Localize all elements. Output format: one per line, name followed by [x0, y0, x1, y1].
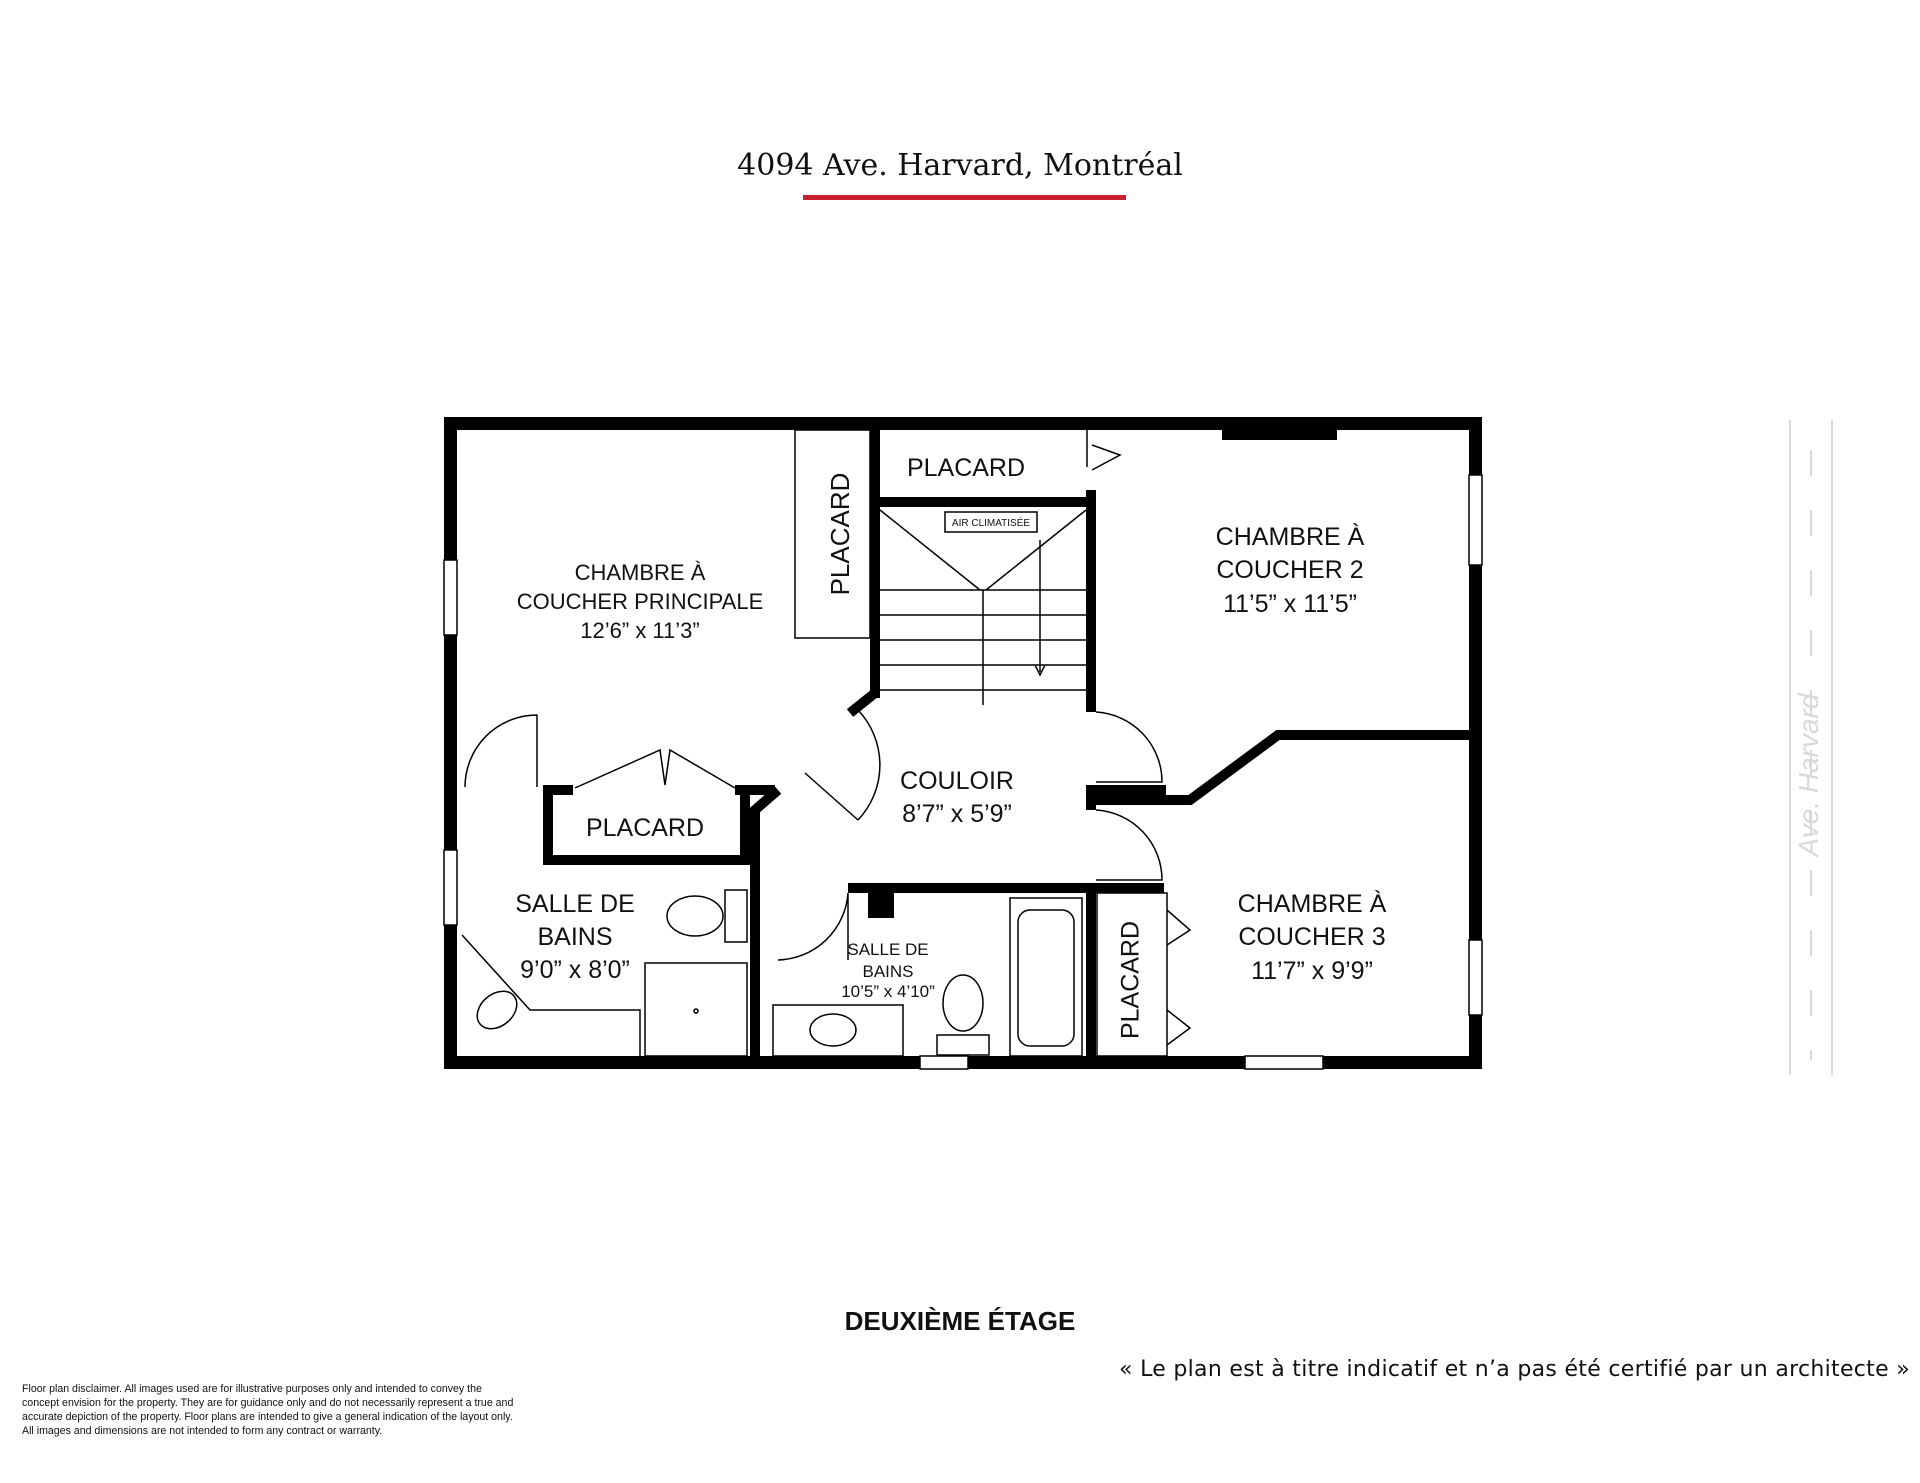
master-name-1: CHAMBRE À	[574, 560, 706, 585]
disclaimer-line: accurate depiction of the property. Floor plans are intended to give a general indication of the layout only.	[22, 1411, 513, 1423]
toilet-bath2	[943, 975, 983, 1031]
wall-divider-tip	[1086, 785, 1166, 795]
door-hall	[805, 710, 880, 820]
bath2-name-2: BAINS	[862, 962, 914, 981]
door-bedroom2	[1096, 712, 1162, 782]
window-bath2	[920, 1056, 968, 1069]
wall-bed3-top	[1092, 883, 1164, 893]
door-bath2	[778, 893, 848, 960]
floor-name: DEUXIÈME ÉTAGE	[844, 1306, 1076, 1336]
bathtub-inner	[1018, 910, 1074, 1046]
hallway-name: COULOIR	[900, 767, 1014, 795]
disclaimer-line: All images and dimensions are not intended to form any contract or warranty.	[22, 1425, 383, 1437]
sink-bath2	[810, 1014, 856, 1046]
wall-stair-right	[1086, 490, 1096, 712]
toilet-bath1-tank	[725, 890, 747, 942]
vent-block	[868, 893, 894, 918]
window-bath1	[444, 850, 457, 925]
wall-top	[444, 417, 1482, 430]
window-bedroom3	[1469, 940, 1482, 1015]
bath2-name-1: SALLE DE	[847, 940, 929, 959]
bedroom2-name-2: COUCHER 2	[1216, 556, 1364, 584]
wall-left	[444, 417, 457, 1069]
sink-bath1	[470, 984, 524, 1037]
wall-bath2-left	[750, 883, 760, 1069]
stairs-note: AIR CLIMATISÉE	[951, 518, 1031, 529]
wall-stair-diagonal	[850, 693, 875, 713]
door-bifold-placard	[575, 750, 735, 788]
closet-top-label: PLACARD	[906, 454, 1026, 482]
vanity	[773, 1005, 903, 1056]
closet-right-label: PLACARD	[1116, 920, 1145, 1040]
door-bedroom3	[1096, 810, 1162, 880]
door-closet-top	[1092, 445, 1120, 470]
bath1-name-1: SALLE DE	[515, 890, 635, 918]
bedroom3-name-2: COUCHER 3	[1238, 923, 1386, 951]
toilet-bath2-tank	[937, 1035, 989, 1055]
bedroom3-name-1: CHAMBRE À	[1237, 890, 1387, 918]
shower-drain	[694, 1009, 698, 1013]
wall-bath2-top	[848, 883, 1088, 893]
window-bedroom2	[1469, 475, 1482, 565]
stairs	[880, 510, 1086, 705]
wall-placard-left	[543, 785, 553, 865]
window-bedroom3-bottom	[1245, 1056, 1323, 1069]
master-name-2: COUCHER PRINCIPALE	[516, 589, 764, 614]
closet-left-label: PLACARD	[585, 814, 705, 842]
bath1-dims: 9’0” x 8’0”	[520, 956, 630, 984]
wall-stair-top	[870, 497, 1092, 507]
bedroom2-name-1: CHAMBRE À	[1215, 523, 1365, 551]
toilet-bath1	[667, 896, 723, 936]
wall-stair-left	[870, 430, 880, 698]
closet-master-label: PLACARD	[824, 472, 855, 596]
bath2-dims: 10’5” x 4’10”	[841, 982, 935, 1001]
door-closet-right-2	[1167, 1010, 1190, 1045]
street-label: Ave. Harvard	[1793, 693, 1824, 857]
door-closet-right-1	[1167, 910, 1190, 945]
disclaimer-line: Floor plan disclaimer. All images used are for illustrative purposes only and intended to convey the	[22, 1383, 482, 1395]
wall-hall-diagonal-left	[755, 790, 778, 890]
bedroom2-dims: 11’5” x 11’5”	[1223, 590, 1357, 618]
top-wall-thick	[1222, 430, 1337, 440]
hallway-dims: 8’7” x 5’9”	[902, 800, 1012, 828]
window-master	[444, 560, 457, 635]
wall-placard-right	[740, 785, 750, 865]
disclaimer	[22, 1382, 622, 1438]
architect-note: « Le plan est à titre indicatif et n’a pas été certifié par un architecte »	[1119, 1357, 1910, 1382]
page-title: 4094 Ave. Harvard, Montréal	[737, 148, 1183, 183]
bedroom3-dims: 11’7” x 9’9”	[1251, 957, 1373, 985]
disclaimer-line: concept envision for the property. They are for guidance only and do not necessarily represent a true and	[22, 1397, 514, 1409]
wall-placard-bottom	[543, 855, 750, 865]
master-dims: 12’6” x 11’3”	[580, 618, 700, 643]
door-master-closet	[465, 715, 537, 787]
bathtub-outer	[1010, 898, 1082, 1056]
bath1-name-2: BAINS	[537, 923, 613, 951]
wall-bed3-left	[1086, 883, 1096, 1069]
